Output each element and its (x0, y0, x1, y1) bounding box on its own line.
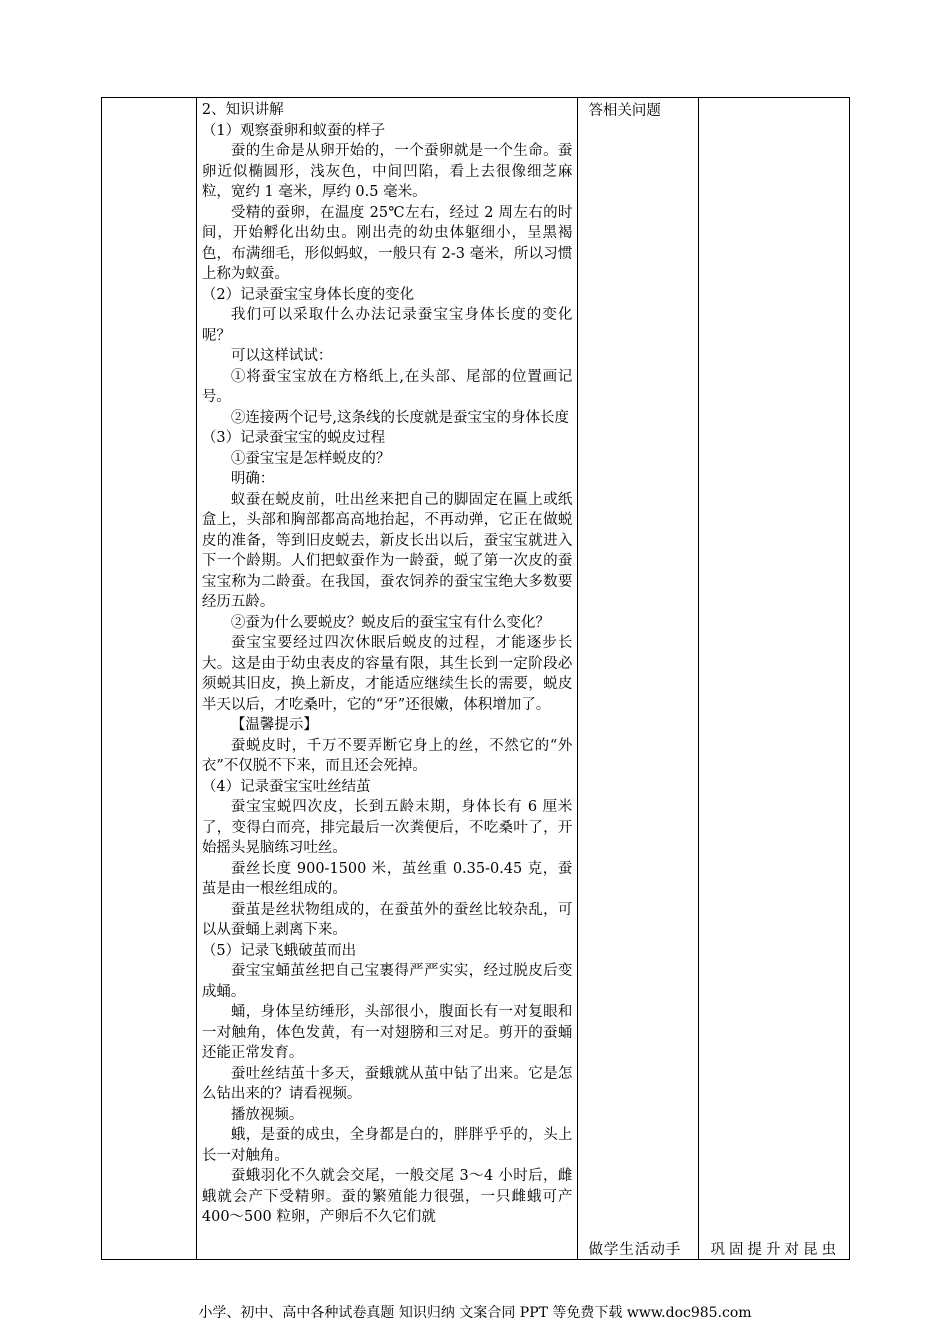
content-paragraph: 蚁蚕在蜕皮前，吐出丝来把自己的脚固定在匾上或纸盒上，头部和胸部都高高地抬起，不再动弹，它正在做蜕皮的准备，等到旧皮蜕去，新皮长出以后，蚕宝宝就进入下一个龄期。人们把蚁蚕作为一龄蚕，蜕了第一次皮的蚕宝宝称为二龄蚕。在我国，蚕农饲养的蚕宝宝绝大多数要经历五龄。 (201, 491, 573, 610)
teaching-content-text (197, 98, 578, 1257)
content-paragraph: （5）记录飞蛾破茧而出 (201, 942, 357, 959)
blank-column-cell (102, 98, 197, 1260)
content-paragraph: 蚕蛾羽化不久就会交尾，一般交尾 3～4 小时后，雌蛾就会产下受精卵。蚕的繁殖能力很强，一只雌蛾可产 400～500 粒卵，产卵后不久它们就 (201, 1168, 573, 1225)
content-paragraph: 蚕蜕皮时，千万不要弄断它身上的丝，不然它的“外衣”不仅脱不下来，而且还会死掉。 (201, 737, 573, 774)
content-paragraph: ②蚕为什么要蜕皮？蜕皮后的蚕宝宝有什么变化？ (230, 614, 550, 631)
student-activity-top-text: 答相关问题 (588, 103, 661, 119)
content-paragraph: 蚕宝宝要经过四次休眠后蜕皮的过程，才能逐步长大。这是由于幼虫表皮的容量有限，其生长到一定阶段必须蜕其旧皮，换上新皮，才能适应继续生长的需要，蜕皮半天以后，才吃桑叶，它的“牙”还很嫩，体积增加了。 (201, 635, 573, 713)
content-paragraph: 蚕宝宝蛹茧丝把自己宝裹得严严实实，经过脱皮后变成蛹。 (201, 963, 573, 1000)
table-row (102, 98, 850, 1260)
content-paragraph: （3）记录蚕宝宝的蜕皮过程 (201, 430, 386, 446)
lesson-table (101, 97, 850, 1260)
content-paragraph: 【温馨提示】 (230, 717, 318, 733)
content-paragraph: 受精的蚕卵，在温度 25℃左右，经过 2 周左右的时间，开始孵化出幼虫。刚出壳的幼虫体躯细小，呈黑褐色，布满细毛，形似蚂蚁，一般只有 2-3 毫米，所以习惯上称为蚁蚕。 (201, 204, 573, 282)
footer-text: 小学、初中、高中各种试卷真题 知识归纳 文案合同 PPT 等免费下载 www.doc985.com (198, 1305, 752, 1321)
content-paragraph: 蛹，身体呈纺缍形，头部很小，腹面长有一对复眼和一对触角，体色发黄，有一对翅膀和三对足。剪开的蚕蛹还能正常发育。 (201, 1004, 573, 1061)
content-paragraph: 2、知识讲解 (201, 102, 284, 118)
content-paragraph: 蚕茧是丝状物组成的，在蚕茧外的蚕丝比较杂乱，可以从蚕蛹上剥离下来。 (201, 901, 573, 938)
content-paragraph: 蚕丝长度 900-1500 米，茧丝重 0.35-0.45 克，蚕茧是由一根丝组成的。 (201, 860, 573, 897)
content-paragraph: ②连接两个记号,这条线的长度就是蚕宝宝的身体长度 (230, 409, 569, 426)
content-paragraph: 明确： (230, 471, 275, 487)
content-paragraph: 蚕宝宝蜕四次皮，长到五龄末期，身体长有 6 厘米了，变得白而亮，排完最后一次粪便后，不吃桑叶了，开始摇头晃脑练习吐丝。 (201, 799, 573, 856)
design-intent-cell (698, 98, 849, 1260)
content-paragraph: 蛾，是蚕的成虫，全身都是白的，胖胖乎乎的，头上长一对触角。 (201, 1127, 573, 1164)
student-activity-cell (578, 98, 698, 1260)
content-paragraph: （2）记录蚕宝宝身体长度的变化 (201, 286, 415, 303)
content-paragraph: ①将蚕宝宝放在方格纸上,在头部、尾部的位置画记号。 (201, 368, 573, 405)
content-paragraph: （1）观察蚕卵和蚁蚕的样子 (201, 122, 386, 139)
content-paragraph: 我们可以采取什么办法记录蚕宝宝身体长度的变化呢？ (201, 307, 573, 344)
teaching-content-cell (196, 98, 578, 1260)
content-paragraph: 蚕的生命是从卵开始的，一个蚕卵就是一个生命。蚕卵近似椭圆形，浅灰色，中间凹陷，看上去很像细芝麻粒，宽约 1 毫米，厚约 0.5 毫米。 (201, 143, 573, 200)
content-paragraph: 可以这样试试： (230, 348, 333, 364)
content-paragraph: 蚕吐丝结茧十多天，蚕蛾就从茧中钻了出来。它是怎么钻出来的？请看视频。 (201, 1065, 573, 1102)
content-paragraph: 播放视频。 (230, 1106, 304, 1123)
design-intent-bottom-text: 巩固提升对昆虫 (710, 1242, 841, 1258)
content-paragraph: ①蚕宝宝是怎样蜕皮的？ (230, 450, 391, 467)
content-paragraph: （4）记录蚕宝宝吐丝结茧 (201, 778, 371, 795)
student-activity-bottom-text: 做学生活动手 (588, 1242, 682, 1258)
